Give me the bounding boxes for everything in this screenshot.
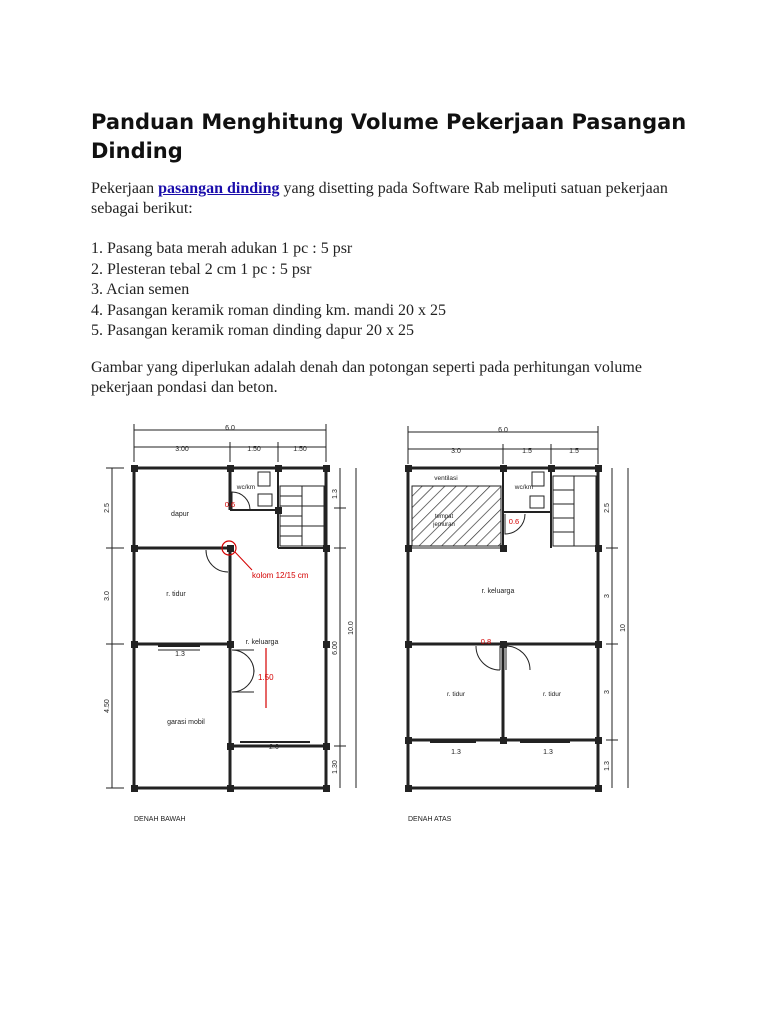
list-item: 4. Pasangan keramik roman dinding km. mandi 20 x 25	[91, 301, 447, 319]
work-items-list	[91, 239, 446, 342]
room-label: tempat	[434, 514, 454, 520]
room-label: r. tidur	[542, 691, 562, 698]
room-label: r. tidur	[446, 691, 466, 698]
dim-top: 1.5	[522, 448, 532, 455]
dim-right: 6.00	[332, 641, 339, 655]
pasangan-dinding-link[interactable]: pasangan dinding	[158, 180, 280, 197]
dim-left: 3.0	[104, 591, 111, 601]
list-item: 5. Pasangan keramik roman dinding dapur 20 x 25	[91, 322, 415, 339]
jemuran-hatch	[412, 486, 501, 546]
door-swing	[232, 670, 254, 692]
door-swing	[506, 646, 530, 670]
toilet-icon	[532, 472, 544, 486]
dim-top: 1.50	[293, 446, 307, 453]
dim-total: 6.0	[498, 427, 508, 434]
article-title: Panduan Menghitung Volume Pekerjaan Pasangan Dinding	[91, 110, 687, 163]
dim-right: 2.5	[604, 503, 611, 513]
room-label: r. tidur	[166, 591, 186, 598]
dim-right: 1.3	[604, 761, 611, 771]
bathtub-icon	[258, 494, 272, 506]
closing-paragraph: Gambar yang diperlukan adalah denah dan potongan seperti pada perhitungan volume pekerjaan pondasi dan beton.	[91, 359, 642, 396]
list-item: 1. Pasang bata merah adukan 1 pc : 5 psr	[91, 240, 353, 257]
dim-left: 4.50	[104, 699, 111, 713]
dim-top: 1.50	[247, 446, 261, 453]
dim-right: 1.30	[332, 760, 339, 774]
intro-paragraph	[91, 179, 691, 219]
door-size-label: 0.6	[224, 500, 236, 509]
window-label: 2.0	[269, 744, 279, 751]
door-width-label: 1.50	[258, 673, 274, 682]
stairs	[280, 486, 324, 546]
kolom-note: kolom 12/15 cm	[252, 571, 309, 580]
dim-right: 1.3	[332, 489, 339, 499]
room-label: wc/km	[236, 484, 256, 491]
dim-top: 3.00	[175, 446, 189, 453]
dim-right-total: 10.0	[348, 621, 355, 635]
dim-left: 2.5	[104, 503, 111, 513]
room-label: dapur	[171, 511, 189, 518]
dim-right-total: 10	[620, 624, 627, 632]
list-item: 2. Plesteran tebal 2 cm 1 pc : 5 psr	[91, 260, 312, 278]
room-label: wc/km	[514, 484, 534, 491]
door-size-label: 0.8	[480, 637, 492, 646]
dim-right: 3	[604, 594, 611, 598]
room-label: r. keluarga	[481, 588, 515, 595]
room-label: garasi mobil	[167, 719, 205, 726]
dim-top: 1.5	[569, 448, 579, 455]
plan-caption: DENAH BAWAH	[134, 816, 186, 823]
window-label: 1.3	[175, 651, 185, 658]
window-label: 1.3	[451, 749, 461, 756]
toilet-icon	[258, 472, 270, 486]
door-size-label: 0.6	[508, 517, 520, 526]
denah-bawah	[106, 424, 356, 792]
room-label: r. keluarga	[245, 639, 279, 646]
floor-plan-drawing	[0, 410, 768, 830]
room-label: ventilasi	[434, 475, 458, 482]
dim-total: 6.0	[225, 425, 235, 432]
dim-top: 3.0	[451, 448, 461, 455]
stairs	[553, 476, 596, 546]
dim-right: 3	[604, 690, 611, 694]
list-item: 3. Acian semen	[91, 281, 190, 298]
window-label: 1.3	[543, 749, 553, 756]
room-label: jemuran	[433, 522, 455, 528]
intro-text-after: yang disetting pada Software Rab meliputi satuan pekerjaan sebagai berikut:	[91, 180, 668, 217]
intro-text-before: Pekerjaan	[91, 180, 159, 197]
door-swing	[232, 650, 254, 672]
bathtub-icon	[530, 496, 544, 508]
plan-caption: DENAH ATAS	[408, 816, 452, 823]
